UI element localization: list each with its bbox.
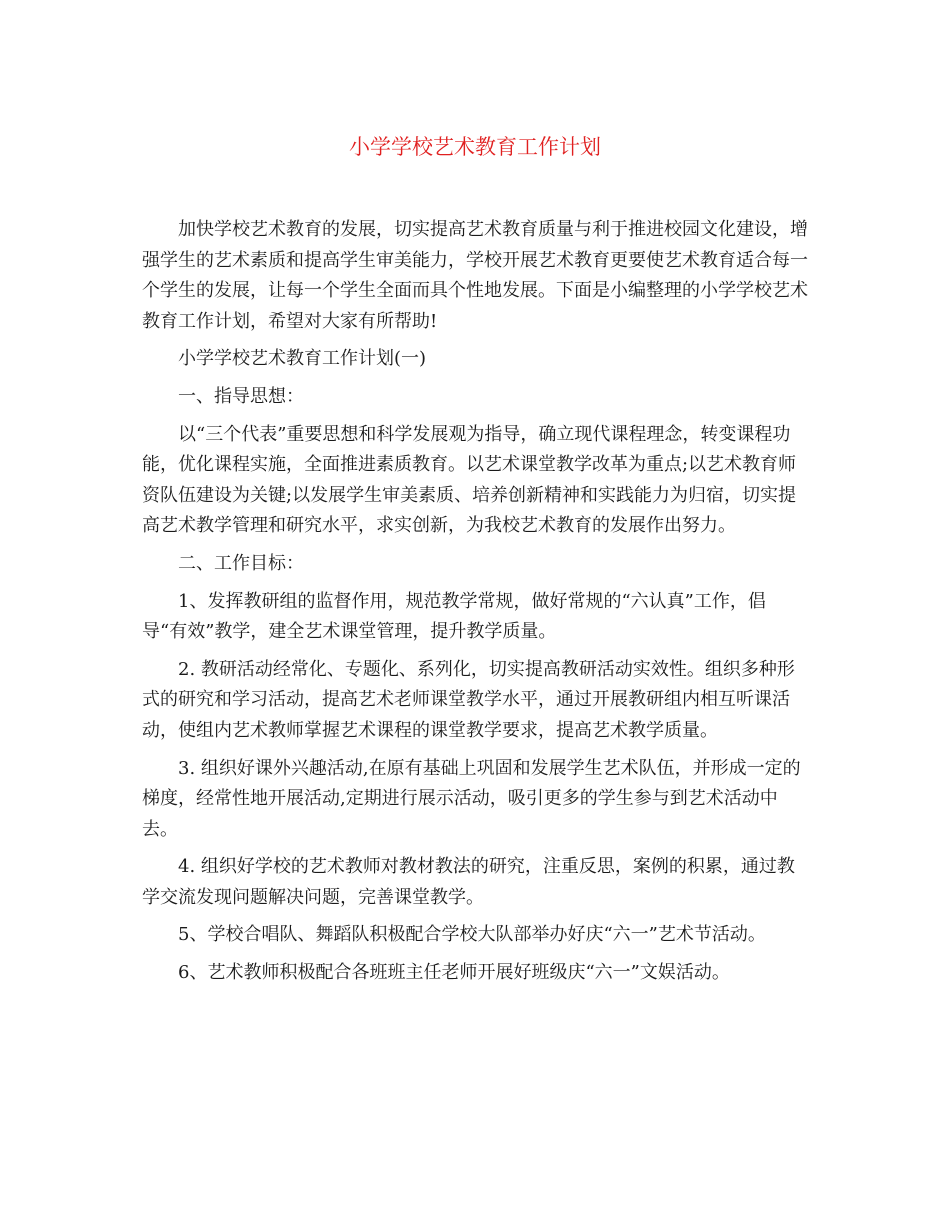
paragraph-goal-1: 1、发挥教研组的监督作用，规范教学常规，做好常规的“六认真”工作，倡导“有效”教学，建全艺术课堂管理，提升教学质量。 — [142, 590, 766, 643]
paragraph-intro: 加快学校艺术教育的发展，切实提高艺术教育质量与利于推进校园文化建设，增强学生的艺术素质和提高学生审美能力，学校开展艺术教育更要使艺术教育适合每一个学生的发展，让每一个学生全面而具个性地发展。下面是小编整理的小学学校艺术教育工作计划，希望对大家有所帮助! — [142, 219, 808, 332]
paragraph-goal-2: 2. 教研活动经常化、专题化、系列化，切实提高教研活动实效性。组织多种形式的研究和学习活动，提高艺术老师课堂教学水平，通过开展教研组内相互听课活动，使组内艺术教师掌握艺术课程的课堂教学要求，提高艺术教学质量。 — [142, 658, 795, 741]
paragraph-section-1-heading: 一、指导思想： — [178, 385, 304, 407]
paragraph-guiding-thought: 以“三个代表”重要思想和科学发展观为指导，确立现代课程理念，转变课程功能，优化课程实施，全面推进素质教育。以艺术课堂教学改革为重点;以艺术教育师资队伍建设为关键;以发展学生审美素质、培养创新精神和实践能力为归宿，切实提高艺术教学管理和研究水平，求实创新，为我校艺术教育的发展作出努力。 — [142, 423, 797, 537]
paragraph-goal-3: 3. 组织好课外兴趣活动,在原有基础上巩固和发展学生艺术队伍，并形成一定的梯度，经常性地开展活动,定期进行展示活动，吸引更多的学生参与到艺术活动中去。 — [142, 757, 801, 840]
paragraph-plan-heading: 小学学校艺术教育工作计划(一) — [178, 348, 427, 370]
paragraph-section-2-heading: 二、工作目标： — [178, 552, 304, 574]
paragraph-goal-6: 6、艺术教师积极配合各班班主任老师开展好班级庆“六一”文娱活动。 — [178, 962, 730, 984]
document-body — [142, 215, 808, 996]
document-title: 小学学校艺术教育工作计划 — [349, 135, 601, 159]
paragraph-goal-5: 5、学校合唱队、舞蹈队积极配合学校大队部举办好庆“六一”艺术节活动。 — [178, 924, 766, 946]
paragraph-goal-4: 4. 组织好学校的艺术教师对教材教法的研究，注重反思，案例的积累，通过教学交流发现问题解决问题，完善课堂教学。 — [142, 856, 795, 908]
